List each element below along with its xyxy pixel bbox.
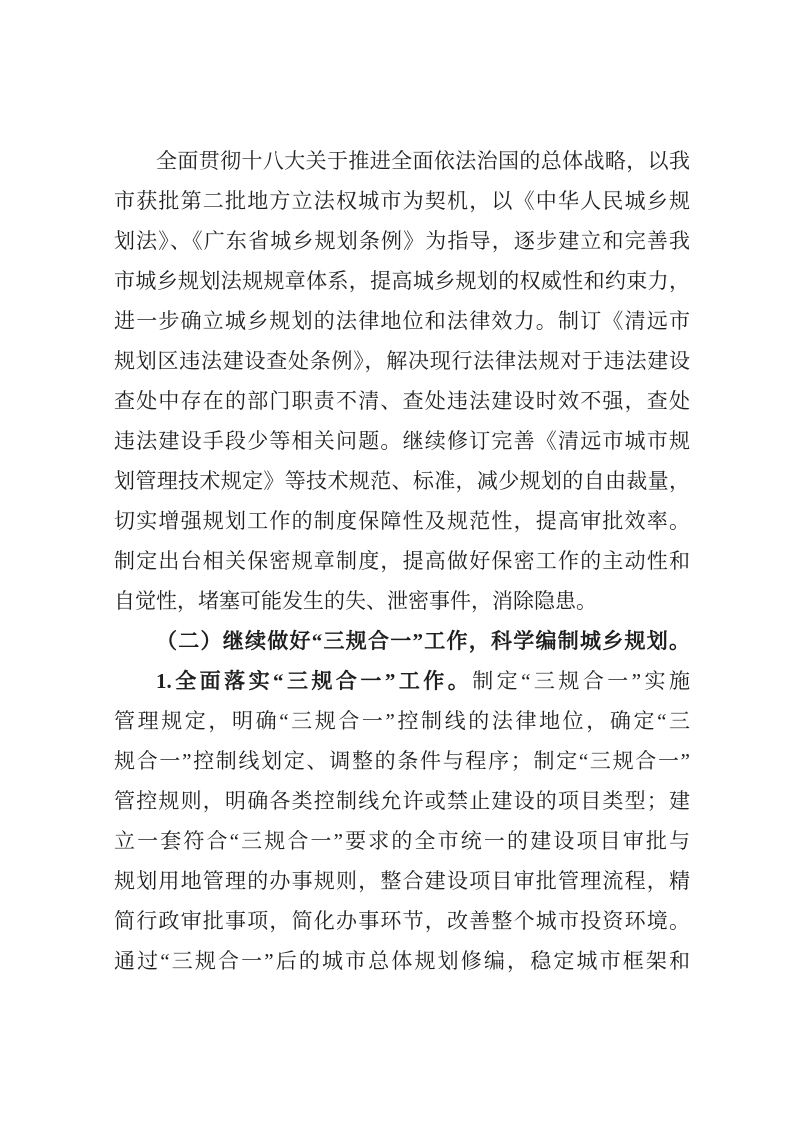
text-line: 通过“三规合一”后的城市总体规划修编，稳定城市框架和 bbox=[114, 949, 690, 973]
text-line: 立一套符合“三规合一”要求的全市统一的建设项目审批与 bbox=[114, 829, 690, 853]
text-line bbox=[114, 661, 690, 701]
text-line: 制定出台相关保密规章制度，提高做好保密工作的主动性和 bbox=[114, 549, 690, 573]
text-line: 进一步确立城乡规划的法律地位和法律效力。制订《清远市 bbox=[114, 309, 690, 333]
text-line: （二）继续做好“三规合一”工作，科学编制城乡规划。 bbox=[156, 629, 690, 653]
text-line: 规合一”控制线划定、调整的条件与程序；制定“三规合一” bbox=[114, 749, 690, 773]
text-line: 规划用地管理的办事规则，整合建设项目审批管理流程，精 bbox=[114, 869, 690, 893]
section-heading-2 bbox=[114, 621, 690, 661]
text-line: 划法》、《广东省城乡规划条例》为指导，逐步建立和完善我 bbox=[114, 229, 690, 253]
text-line: 违法建设手段少等相关问题。继续修订完善《清远市城市规 bbox=[114, 429, 690, 453]
text-line: 市城乡规划法规规章体系，提高城乡规划的权威性和约束力， bbox=[114, 269, 690, 293]
text-line: 管理规定，明确“三规合一”控制线的法律地位，确定“三 bbox=[114, 709, 690, 733]
text-line: 市获批第二批地方立法权城市为契机，以《中华人民城乡规 bbox=[114, 189, 690, 213]
body-paragraph-2 bbox=[114, 661, 690, 981]
body-paragraph-1 bbox=[114, 141, 690, 621]
text-line: 全面贯彻十八大关于推进全面依法治国的总体战略，以我 bbox=[156, 149, 690, 173]
document-body bbox=[114, 141, 690, 981]
text-line: 划管理技术规定》等技术规范、标准，减少规划的自由裁量， bbox=[114, 469, 690, 493]
text-line: 切实增强规划工作的制度保障性及规范性，提高审批效率。 bbox=[114, 509, 690, 533]
text-line: 管控规则，明确各类控制线允许或禁止建设的项目类型；建 bbox=[114, 789, 690, 813]
text-line: 规划区违法建设查处条例》，解决现行法律法规对于违法建设 bbox=[114, 349, 690, 373]
line-text: 制定“三规合一”实施 bbox=[472, 669, 690, 693]
bold-lead-text: 1.全面落实“三规合一”工作。 bbox=[156, 669, 473, 693]
text-line: 简行政审批事项，简化办事环节，改善整个城市投资环境。 bbox=[114, 909, 690, 933]
text-line: 查处中存在的部门职责不清、查处违法建设时效不强，查处 bbox=[114, 389, 690, 413]
text-line: 自觉性，堵塞可能发生的失、泄密事件，消除隐患。 bbox=[114, 589, 597, 613]
